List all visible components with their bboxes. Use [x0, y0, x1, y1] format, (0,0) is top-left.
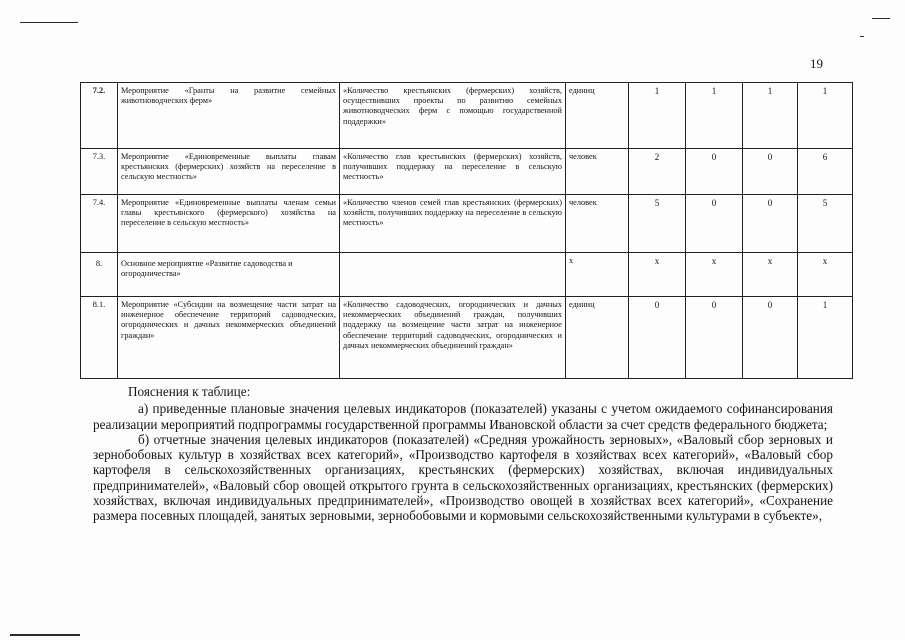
indicator-cell: «Количество глав крестьянских (фермерских) хозяйств, получивших поддержку на переселение в сельскую местность» — [340, 149, 566, 195]
value-cell: 5 — [798, 195, 853, 253]
value-cell: 1 — [743, 83, 798, 149]
indicator-cell: «Количество садоводческих, огороднических и дачных некоммерческих объединений граждан, получивших поддержку на возмещение части затрат на инженерное обеспечение территорий садоводческих, огороднических и дачных некоммерческих объединений граждан» — [340, 297, 566, 379]
page-number: 19 — [810, 56, 823, 71]
unit-cell: единиц — [566, 297, 629, 379]
value-cell: x — [743, 253, 798, 297]
value-cell: 0 — [686, 195, 743, 253]
event-cell: Мероприятие «Единовременные выплаты членам семьи главы крестьянского (фермерского) хозяйства на переселение в сельскую местность» — [118, 195, 340, 253]
value-cell: 0 — [743, 149, 798, 195]
value-cell: 0 — [743, 195, 798, 253]
indicators-table — [80, 82, 853, 379]
value-cell: x — [629, 253, 686, 297]
event-cell: Мероприятие «Единовременные выплаты главам крестьянских (фермерских) хозяйств на переселение в сельскую местность» — [118, 149, 340, 195]
indicator-cell — [340, 253, 566, 297]
explanations — [93, 384, 833, 524]
table-row — [81, 195, 853, 253]
indicator-cell: «Количество членов семей глав крестьянских (фермерских) хозяйств, получивших поддержку на переселение в сельскую местность» — [340, 195, 566, 253]
scan-artifact-line — [20, 22, 78, 23]
value-cell: 2 — [629, 149, 686, 195]
row-number: 8. — [81, 253, 118, 297]
unit-cell: человек — [566, 149, 629, 195]
scan-artifact-line — [872, 18, 890, 19]
event-cell: Мероприятие «Субсидии на возмещение части затрат на инженерное обеспечение территорий садоводческих, огороднических и дачных некоммерческих объединений граждан» — [118, 297, 340, 379]
value-cell: x — [798, 253, 853, 297]
value-cell: 1 — [798, 297, 853, 379]
scan-artifact-line — [10, 634, 80, 636]
row-number: 7.3. — [81, 149, 118, 195]
value-cell: 0 — [743, 297, 798, 379]
table-row — [81, 253, 853, 297]
value-cell: 0 — [629, 297, 686, 379]
value-cell: 1 — [798, 83, 853, 149]
row-number: 8.1. — [81, 297, 118, 379]
value-cell: x — [686, 253, 743, 297]
table-row — [81, 149, 853, 195]
unit-cell: x — [566, 253, 629, 297]
indicator-cell: «Количество крестьянских (фермерских) хозяйств, осуществивших проекты по развитию семейных животноводческих ферм с помощью государственной поддержки» — [340, 83, 566, 149]
event-cell: Основное мероприятие «Развитие садоводства и огородничества» — [118, 253, 340, 297]
row-number: 7.4. — [81, 195, 118, 253]
unit-cell: человек — [566, 195, 629, 253]
table-row — [81, 83, 853, 149]
value-cell: 1 — [629, 83, 686, 149]
value-cell: 6 — [798, 149, 853, 195]
unit-cell: единиц — [566, 83, 629, 149]
value-cell: 0 — [686, 297, 743, 379]
value-cell: 0 — [686, 149, 743, 195]
table-row — [81, 297, 853, 379]
explanation-item-a: а) приведенные плановые значения целевых индикаторов (показателей) указаны с учетом ожидаемого софинансирования реализации мероприятий подпрограммы государственной программы Ивановской области за счет средств федерального бюджета; — [93, 401, 833, 432]
value-cell: 1 — [686, 83, 743, 149]
explanations-heading: Пояснения к таблице: — [128, 384, 251, 399]
explanation-item-b: б) отчетные значения целевых индикаторов (показателей) «Средняя урожайность зерновых», «Валовый сбор зерновых и зернобобовых культур в хозяйствах всех категорий», «Производство картофеля в хозяйствах всех категорий», «Валовый сбор картофеля в сельскохозяйственных организациях, крестьянских (фермерских) хозяйствах, включая индивидуальных предпринимателей», «Валовый сбор овощей открытого грунта в сельскохозяйственных организациях, крестьянских (фермерских) хозяйствах, включая индивидуальных предпринимателей», «Производство овощей в хозяйствах всех категорий», «Сохранение размера посевных площадей, занятых зерновыми, зернобобовыми и кормовыми сельскохозяйственными культурами в субъекте», — [93, 431, 833, 524]
scan-artifact-line — [860, 36, 864, 37]
row-number: 7.2. — [81, 83, 118, 149]
event-cell: Мероприятие «Гранты на развитие семейных животноводческих ферм» — [118, 83, 340, 149]
value-cell: 5 — [629, 195, 686, 253]
